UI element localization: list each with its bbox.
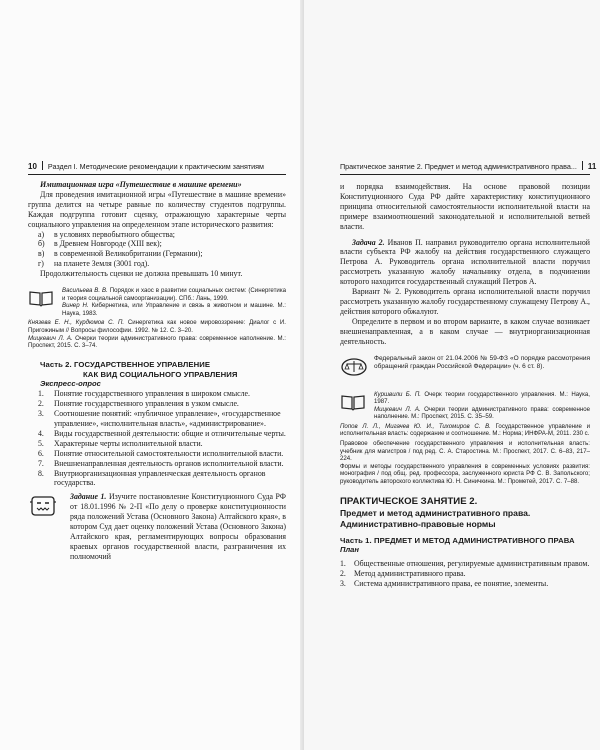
left-page-number: 10 xyxy=(28,162,37,171)
list-marker: 2. xyxy=(340,569,346,579)
ref-author: Куршвили Б. П. xyxy=(374,390,421,398)
list-marker: б) xyxy=(38,239,45,249)
left-section-title: Раздел I. Методические рекомендации к практическим занятиям xyxy=(47,162,264,171)
list-item-text: в условиях первобытного общества; xyxy=(54,229,175,239)
task1-label: Задание 1. xyxy=(70,492,107,502)
list-item-text: Понятие государственного управления в широком смысле. xyxy=(54,389,250,399)
lesson-part1-heading: Часть 1. ПРЕДМЕТ И МЕТОД АДМИНИСТРАТИВНОГО ПРАВА xyxy=(340,535,575,545)
right-literature-block xyxy=(340,391,590,421)
list-item xyxy=(340,569,590,579)
list-marker: 5. xyxy=(38,438,44,448)
list-item-text: Внешненаправленная деятельность органов исполнительной власти. xyxy=(54,458,284,468)
list-item-text: Характерные черты исполнительной власти. xyxy=(54,438,203,448)
list-item-text: на планете Земля (3001 год). xyxy=(54,259,150,269)
lesson-title: ПРАКТИЧЕСКОЕ ЗАНЯТИЕ 2. xyxy=(340,495,478,507)
ref-text: Очерки теории административного права: современное наполнение. М.: Проспект, 2015. С. 35–59. xyxy=(374,405,590,421)
express-survey-list xyxy=(28,389,286,488)
lesson-subtitle-1: Предмет и метод административного права. xyxy=(340,507,531,518)
ref-author: Князева Е. Н., Курдюмов С. П. xyxy=(28,319,125,327)
law-reference-block xyxy=(340,355,590,385)
list-item xyxy=(28,449,286,459)
list-item-text: Внутриорганизационная управленческая деятельность органов государства. xyxy=(54,468,266,488)
variant2-text: Вариант № 2. Руководитель органа исполнительной власти поручил рассмотреть указанную жалобу государственному служащему Петрову А., действия которого обжалуют. xyxy=(340,287,590,316)
list-item-text: Система административного права, ее понятие, элементы. xyxy=(354,579,549,589)
list-marker: 1. xyxy=(38,389,44,399)
list-marker: 4. xyxy=(38,428,44,438)
list-item xyxy=(340,559,590,569)
ref-text: Формы и методы государственного управления в современных условиях развития: монография / под общ. ред. профессора, заслуженного юриста РФ С. В. Запольского; руководитель авторского коллектива Ю. Н. Синичкина. М.: Прометей, 2017. С. 7–88. xyxy=(340,462,590,486)
ref-author: Винер Н. xyxy=(62,302,89,310)
game-duration: Продолжительность сценки не должна превышать 10 минут. xyxy=(40,269,243,279)
list-item-text: в Древнем Новгороде (XIII век); xyxy=(54,239,162,249)
part2-heading-line2: КАК ВИД СОЦИАЛЬНОГО УПРАВЛЕНИЯ xyxy=(83,369,238,379)
right-section-title: Практическое занятие 2. Предмет и метод административного права... xyxy=(340,162,577,171)
list-item xyxy=(28,439,286,449)
task1-block xyxy=(28,492,286,561)
ref-item xyxy=(28,319,286,334)
list-marker: 2. xyxy=(38,399,44,409)
left-running-header xyxy=(28,160,286,175)
list-item xyxy=(28,399,286,409)
task1-continuation: и порядка взаимодействия. На основе правовой позиции Конституционного Суда РФ дайте характеристику конституционного принципа относительной самостоятельности исполнительной власти на примере взаимоотношений законодательной и исполнительной ветвей власти. xyxy=(340,182,590,231)
ref-author: Мицкевич Л. А. xyxy=(374,405,421,413)
ref-item xyxy=(374,406,590,421)
task-robot-icon xyxy=(28,494,58,518)
game-list xyxy=(28,230,286,270)
ref-author: Мицкевич Л. А. xyxy=(28,334,73,342)
ref-text: Государственное управление и исполнительная власть: содержание и соотношение. М.: Норма; ИНФРА-М, 2011. 230 с. xyxy=(340,422,590,438)
list-item xyxy=(28,239,286,249)
list-item-text: в современной Великобритании (Германии); xyxy=(54,249,203,259)
ref-author: Васильева В. В. xyxy=(62,287,108,295)
list-item xyxy=(28,409,286,429)
list-item xyxy=(28,429,286,439)
list-marker: в) xyxy=(38,249,45,259)
literature-block xyxy=(28,287,286,317)
list-item-text: Метод административного права. xyxy=(354,569,466,579)
list-item xyxy=(28,459,286,469)
ref-item xyxy=(340,423,590,438)
list-item-text: Соотношение понятий: «публичное управление», «государственное управление», «исполнительная власть», «администрирование». xyxy=(54,409,281,429)
ref-text: Кибернетика, или Управление и связь в животном и машине. М.: Наука, 1983. xyxy=(62,302,286,317)
ref-item xyxy=(28,335,286,350)
ref-author: Попов Л. Л., Мигачев Ю. И., Тихомиров С. В. xyxy=(340,422,491,430)
list-item xyxy=(28,259,286,269)
right-running-header xyxy=(340,160,597,175)
list-marker: 8. xyxy=(38,468,44,478)
ref-text: Очерки теории административного права: современное наполнение. М.: Проспект, 2015. С. 3–74. xyxy=(28,334,286,350)
task2-question: Определите в первом и во втором варианте, в каком случае возникает внешненаправленная, а в каком случае — внутриорганизационная деятельность. xyxy=(340,316,590,346)
task2-text xyxy=(340,238,590,288)
scales-icon xyxy=(340,357,368,377)
list-item-text: Виды государственной деятельности: общие и отличительные черты. xyxy=(54,428,286,438)
open-book-icon xyxy=(28,289,54,307)
ref-text: Правовое обеспечение государственного управления и исполнительная власть: учебник для магистров / под ред. С. А. Старостина. М.: Проспект, 2017. С. 6–83, 217–224. xyxy=(340,440,590,463)
plan-title: План xyxy=(340,545,359,555)
list-marker: 3. xyxy=(38,409,44,419)
game-title: Имитационная игра «Путешествие в машине времени» xyxy=(40,180,242,189)
task2-body: Иванов П. направил руководителю органа исполнительной власти субъекта РФ жалобу на действия государственного служащего Петрова А. Руководитель органа исполнительной власти поручил рассмотреть указанную жалобу начальнику отдела, в подчинении которого находится государственный служащий Петров А. xyxy=(340,237,591,287)
list-marker: а) xyxy=(38,229,45,239)
ref-item xyxy=(62,302,286,317)
list-item xyxy=(340,579,590,589)
ref-text: Очерк теории государственного управления. М.: Наука, 1987. xyxy=(374,390,590,406)
ref-item xyxy=(374,391,590,406)
ref-text: Синергетика как новое мировоззрение: Диалог с И. Пригожиным // Вопросы философии. 1992. № 12. С. 3–20. xyxy=(28,319,286,335)
list-item xyxy=(28,389,286,399)
part2-heading-line1: Часть 2. ГОСУДАРСТВЕННОЕ УПРАВЛЕНИЕ xyxy=(40,359,211,369)
plan-list xyxy=(340,559,590,589)
right-page-number: 11 xyxy=(587,162,597,171)
list-item-text: Понятие относительной самостоятельности исполнительной власти. xyxy=(54,448,284,458)
list-marker: 1. xyxy=(340,559,346,569)
game-intro: Для проведения имитационной игры «Путешествие в машине времени» группа делится на четыре равные по количеству студентов подгруппы. Каждая подгруппа готовит сценку, отражающую характерные черты социального управления на определенном этапе исторического развития: xyxy=(28,189,286,229)
list-item xyxy=(28,249,286,259)
list-item xyxy=(28,469,286,489)
ref-item xyxy=(340,440,590,463)
list-item-text: Общественные отношения, регулируемые административным правом. xyxy=(354,559,590,569)
ref-item xyxy=(340,463,590,486)
left-content xyxy=(28,180,286,562)
task1-body: Изучите постановление Конституционного Суда РФ от 18.01.1996 № 2-П «По делу о проверке конституционности ряда положений Устава (Основного Закона) Алтайского края», в котором Суд дает оценку положений Устава (Основного Закона) Алтайского края, регламентирующих вопросы образования краевых органов государственной власти, разграничения их полномочий xyxy=(70,492,286,561)
express-survey-title: Экспресс-опрос xyxy=(40,379,101,389)
list-marker: г) xyxy=(38,259,44,269)
law-reference: Федеральный закон от 21.04.2006 № 59-ФЗ «О порядке рассмотрения обращений граждан Российской Федерации» (ч. 6 ст. 8). xyxy=(374,354,590,370)
right-page xyxy=(304,0,600,750)
right-content xyxy=(340,182,590,589)
list-marker: 6. xyxy=(38,448,44,458)
task2-label: Задача 2. xyxy=(352,237,385,247)
list-item-text: Понятие государственного управления в узком смысле. xyxy=(54,399,239,409)
list-item xyxy=(28,230,286,240)
list-marker: 7. xyxy=(38,458,44,468)
ref-item xyxy=(62,287,286,302)
lesson-subtitle-2: Административно-правовые нормы xyxy=(340,518,496,529)
open-book-icon xyxy=(340,393,366,411)
ref-text: Порядок и хаос в развитии социальных систем: (Синергетика и теория социальной самоорганизации). СПб.: Лань, 1999. xyxy=(62,287,287,302)
task1-text xyxy=(70,492,286,561)
list-marker: 3. xyxy=(340,579,346,589)
